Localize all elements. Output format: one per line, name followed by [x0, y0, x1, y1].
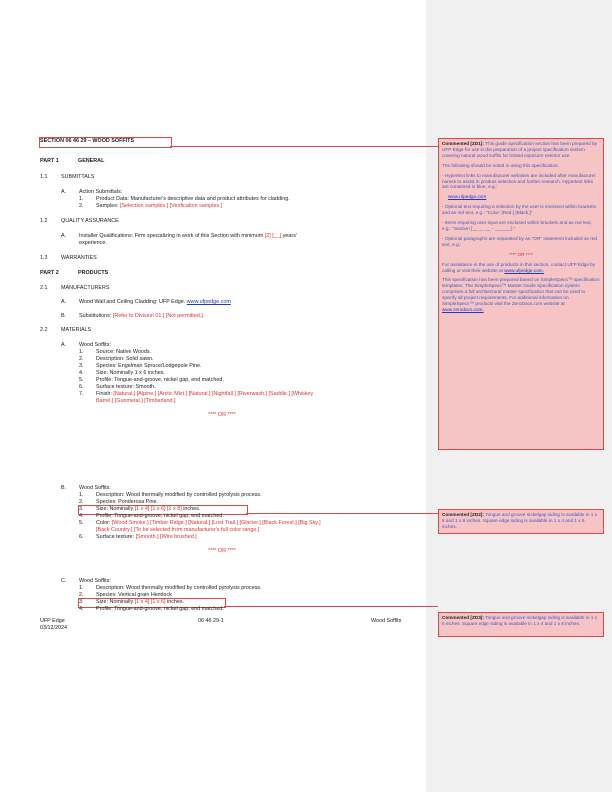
list-item: Description: Solid sawn.	[96, 356, 154, 362]
list-number: 4.	[79, 370, 84, 376]
footer-date: 03/12/2024	[40, 625, 67, 631]
B-letter: B.	[61, 485, 67, 491]
list-number: 3.	[79, 363, 84, 369]
texture-line: Surface texture: [Smooth.] [Wire brushed.]	[96, 534, 197, 540]
color-line: Color: [Wood Smoke.] [Timber Ridge.] [Natural.] [Lost Trail.] [Glacier.] [Black Forest.] [Big Sky.]	[96, 520, 321, 526]
comment-label: Commented [ZD1]:	[442, 141, 486, 146]
s1-1-A-2-number: 2.	[79, 203, 84, 209]
s1-1-title: SUBMITTALS	[61, 174, 95, 180]
list-number: 7.	[79, 391, 84, 397]
substitution-options[interactable]: [Refer to Division 01.] [Not permitted.]	[112, 313, 203, 319]
s1-1-A-letter: A.	[61, 189, 67, 195]
comment-link[interactable]: www.ufpedge.com	[448, 194, 487, 200]
s1-1-number: 1.1	[40, 174, 48, 180]
s1-1-A-text: Action Submittals:	[79, 189, 123, 195]
s2-1-number: 2.1	[40, 285, 48, 291]
years-option[interactable]: [2] [__]	[264, 233, 282, 239]
or-separator: **** OR ****	[208, 548, 236, 554]
list-item: Surface texture: Smooth.	[96, 384, 156, 390]
comment-connector	[224, 606, 438, 607]
s1-3-number: 1.3	[40, 255, 48, 261]
list-number: 2.	[79, 499, 84, 505]
s1-2-A-letter: A.	[61, 233, 67, 239]
color-options[interactable]: [Wood Smoke.] [Timber Ridge.] [Natural.] [Lost Trail.] [Glacier.] [Black Forest.] [Big Sky.]	[111, 520, 321, 526]
comment-connector	[170, 146, 438, 147]
texture-options[interactable]: [Smooth.] [Wire brushed.]	[135, 534, 197, 540]
comment-label: Commented [ZD3]:	[442, 615, 486, 620]
s2-1-B-text: Substitutions: [Refer to Division 01.] [Not permitted.]	[79, 313, 203, 319]
list-item: Profile: Tongue-and-groove, nickel gap, end matched.	[96, 606, 224, 612]
finish-line: Finish: [Natural.] [Alpine.] [Arctic Mist.] [Natural.] [Nightfall.] [Riverwash.] [Saddle.] [Whiskey	[96, 391, 314, 397]
A-title: Wood Soffits:	[79, 342, 111, 348]
list-number: 1.	[79, 585, 84, 591]
list-item: Profile: Tongue-and-groove, nickel gap, end matched.	[96, 513, 224, 519]
s1-3-title: WARRANTIES	[61, 255, 97, 261]
size-options[interactable]: [1 x 4] [1 x 6] [1 x 8]	[134, 506, 182, 512]
part1-number: PART 1	[40, 158, 59, 164]
list-number: 2.	[79, 592, 84, 598]
size-line: Size: Nominally [1 x 4] [1 x 6] [1 x 8] inches.	[96, 506, 201, 512]
s1-1-A-1-number: 1.	[79, 196, 84, 202]
list-item: Species: Ponderosa Pine.	[96, 499, 159, 505]
A-letter: A.	[61, 342, 67, 348]
section-title: SECTION 06 46 29 – WOOD SOFFITS	[40, 138, 135, 144]
s1-1-A-1-text: Product Data: Manufacturer's descriptive data and product attributes for cladding.	[96, 196, 290, 202]
list-item: Size: Nominally 1 x 6 inches.	[96, 370, 165, 376]
list-number: 3.	[79, 506, 84, 512]
list-number: 6.	[79, 534, 84, 540]
list-number: 3.	[79, 599, 84, 605]
part2-number: PART 2	[40, 270, 59, 276]
s2-1-B-letter: B.	[61, 313, 67, 319]
list-number: 1.	[79, 492, 84, 498]
list-item: Species: Engelman Spruce/Lodgepole Pine.	[96, 363, 202, 369]
s1-2-title: QUALITY ASSURANCE	[61, 218, 119, 224]
finish-options[interactable]: [Natural.] [Alpine.] [Arctic Mist.] [Natural.] [Nightfall.] [Riverwash.] [Saddle.] [Whiskey	[113, 391, 314, 397]
size-options[interactable]: [1 x 4] [1 x 6]	[134, 599, 166, 605]
comment-link[interactable]: www.ufpedge.com.	[504, 267, 544, 273]
list-item: Profile: Tongue-and-groove, nickel gap, end matched.	[96, 377, 224, 383]
list-number: 5.	[79, 520, 84, 526]
s2-1-A-text: Wood Wall and Ceiling Cladding: UFP Edge. www.ufpedge.com	[79, 299, 231, 305]
sample-options[interactable]: [Selection samples.] [Verification samples.]	[119, 203, 223, 209]
footer-company: UFP Edge	[40, 618, 65, 624]
part2-title: PRODUCTS	[78, 270, 109, 276]
s2-1-title: MANUFACTURERS	[61, 285, 110, 291]
finish-options-cont[interactable]: Barrel.] [Gunmetal.] [Timberland.]	[96, 398, 176, 404]
footer-page-number: 06 46 29-1	[198, 618, 224, 624]
list-number: 6.	[79, 384, 84, 390]
list-number: 4.	[79, 513, 84, 519]
B-title: Wood Soffits:	[79, 485, 111, 491]
comment-zd1[interactable]: Commented [ZD1]: This guide specification section has been prepared by UFP Edge for use in the preparation of a project specification section covering natural wood soffits for limited exposure exterior use. The following should be noted in using this specification: - Hypertext links to manufacturer websites are included after manufacturer names to assist in product selection and further research. Hypertext links are contained in blue, e.g.: www.ufpedge.com - Optional text requiring a selection by the user is enclosed within brackets and as red text, e.g.: "Color: [Red.] [Black.]" - Items requiring user input are enclosed within brackets and as red text, e.g.: "Section [__ __ __ - ______]." - Optional paragraphs are separated by an "OR" statement included as red text, e.g.: **** OR **** For assistance in the use of products in this section, contact UFP Edge by calling or visit their website at www.ufpedge.com. This specification has been prepared based on SimpleSpecs™ specification templates. The SimpleSpecs™ Master Guide Specification system comprises a full architectural master specification that can be used to specify all project requirements. For additional information on SimpleSpecs™ products visit the ZeroDocs.com website at www.zerodocs.com.	[438, 138, 604, 450]
s2-2-number: 2.2	[40, 327, 48, 333]
s1-2-A-text: Installer Qualifications: Firm specializing in work of this Section with minimum [2] [__] years'	[79, 233, 297, 239]
s1-2-A-line2: experience.	[79, 240, 107, 246]
list-number: 2.	[79, 356, 84, 362]
comment-connector	[246, 513, 438, 514]
list-item: Description: Wood thermally modified by controlled pyrolysis process.	[96, 585, 262, 591]
C-letter: C.	[61, 578, 67, 584]
comment-zd2[interactable]: Commented [ZD2]: Tongue and groove nickelgap siding is available in 1 x 6 and 1 x 8 inches. Square edge siding is available in 1 x 4 and 1 x 6 inches.	[438, 509, 604, 534]
list-item: Description: Wood thermally modified by controlled pyrolysis process.	[96, 492, 262, 498]
ufpedge-link[interactable]: www.ufpedge.com	[186, 299, 231, 305]
list-number: 1.	[79, 349, 84, 355]
comment-zd3[interactable]: Commented [ZD3]: Tongue and groove nickelgap siding is available in 1 x 6 inches. Square edge siding is available in 1 x 4 and 1 x 6 inches.	[438, 612, 604, 637]
list-item: Source: Native Woods.	[96, 349, 152, 355]
C-title: Wood Soffits:	[79, 578, 111, 584]
list-number: 5.	[79, 377, 84, 383]
list-number: 4.	[79, 606, 84, 612]
s2-1-A-letter: A.	[61, 299, 67, 305]
s2-2-title: MATERIALS	[61, 327, 92, 333]
s1-1-A-2-text: Samples: [Selection samples.] [Verification samples.]	[96, 203, 223, 209]
comment-label: Commented [ZD2]:	[442, 512, 486, 517]
size-line: Size: Nominally [1 x 4] [1 x 6] inches.	[96, 599, 185, 605]
footer-section-name: Wood Soffits	[371, 618, 402, 624]
list-item: Species: Vertical grain Hemlock	[96, 592, 172, 598]
or-separator: **** OR ****	[208, 412, 236, 418]
part1-title: GENERAL	[78, 158, 105, 164]
comment-link[interactable]: www.zerodocs.com.	[442, 306, 484, 312]
color-options-cont[interactable]: [Back Country.] [To be selected from manufacturer's full color range.]	[96, 527, 260, 533]
s1-2-number: 1.2	[40, 218, 48, 224]
